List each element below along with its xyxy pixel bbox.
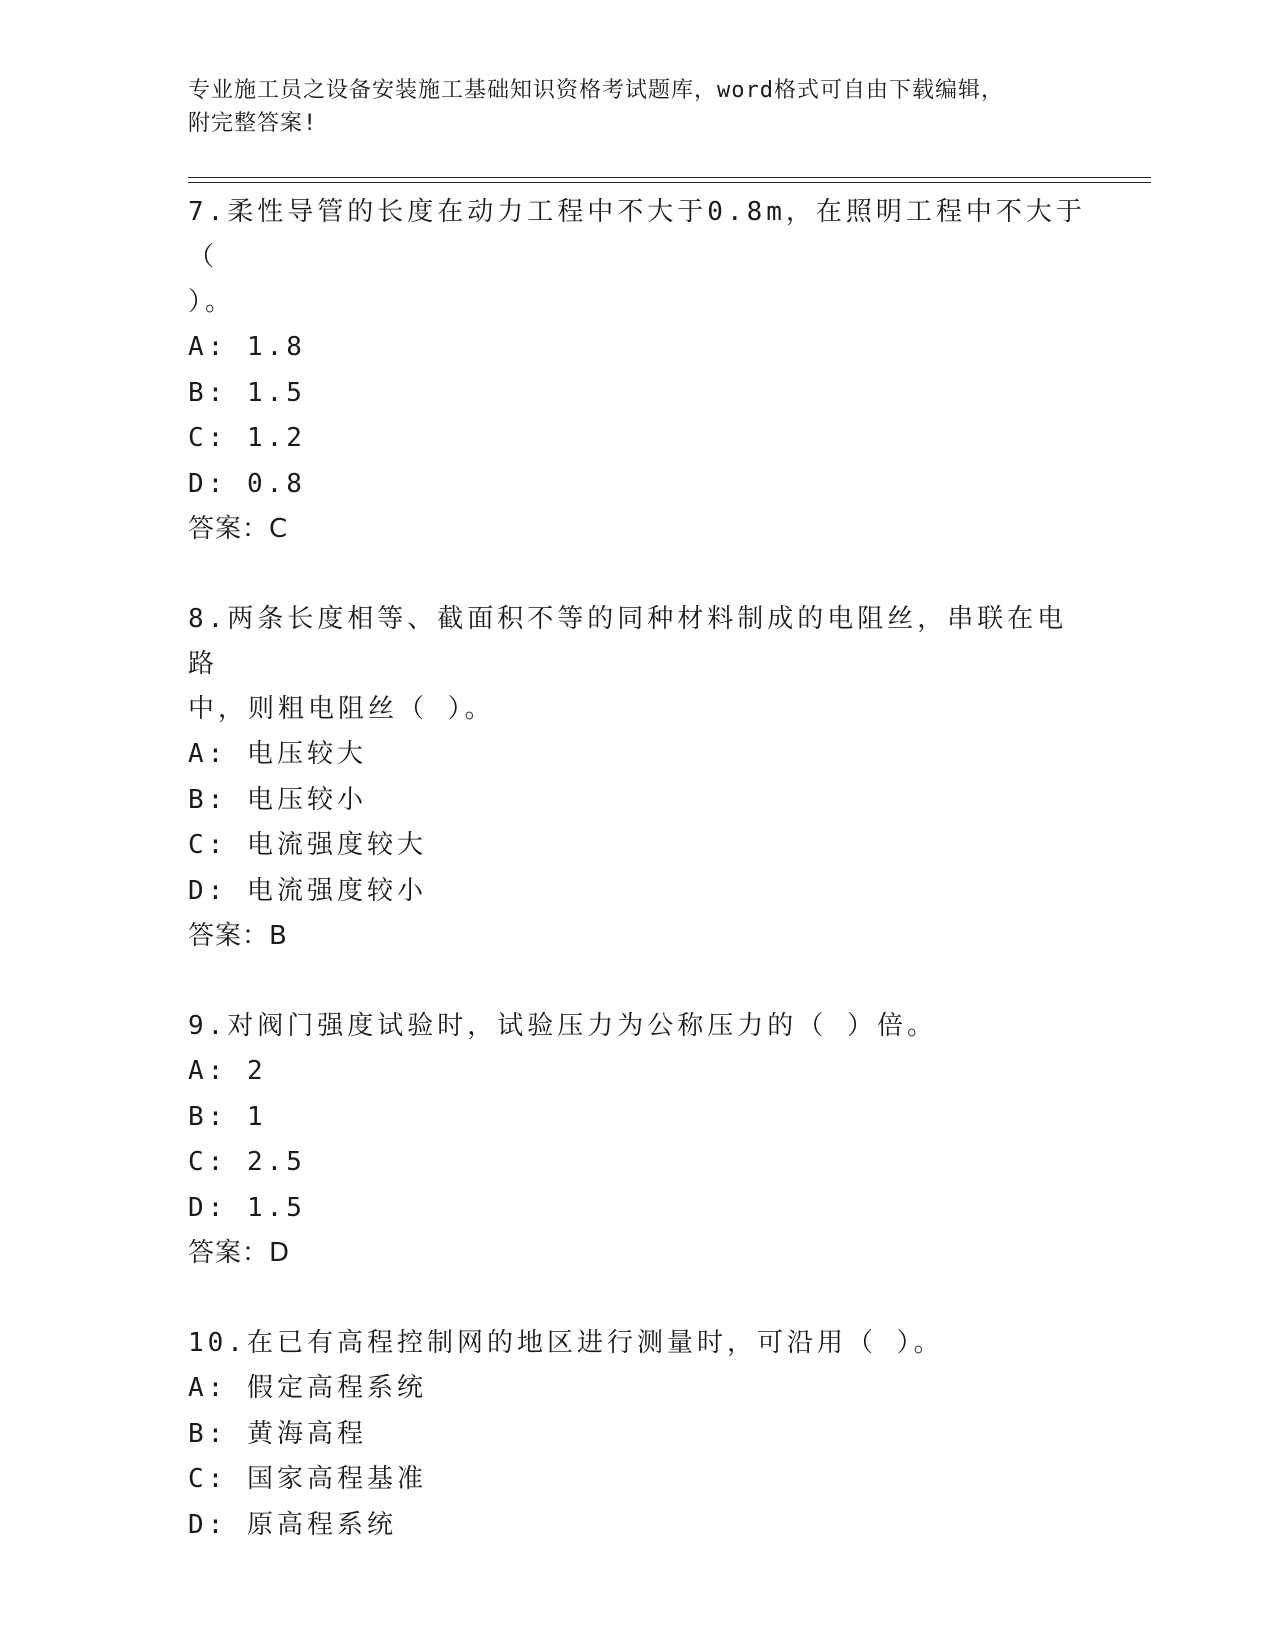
- option-c: C: 电流强度较大: [188, 830, 427, 860]
- option-a: A: 电压较大: [188, 739, 367, 769]
- question-7: [188, 190, 1088, 552]
- option-c: C: 国家高程基准: [188, 1464, 427, 1494]
- option-d: D: 1.5: [188, 1192, 306, 1223]
- question-list: [188, 190, 1088, 1593]
- option-c: C: 1.2: [188, 423, 306, 453]
- option-d: D: 0.8: [188, 468, 306, 499]
- option-a: A: 1.8: [188, 332, 306, 362]
- header-line-1: 专业施工员之设备安装施工基础知识资格考试题库，word格式可自由下载编辑，: [188, 78, 1004, 103]
- option-a: A: 假定高程系统: [188, 1373, 427, 1403]
- option-a: A: 2: [188, 1056, 267, 1086]
- option-b: B: 电压较小: [188, 784, 367, 815]
- answer: 答案：C: [188, 514, 289, 544]
- question-text: 7.柔性导管的长度在动力工程中不大于0.8m，在照明工程中不大于（: [188, 197, 1086, 272]
- header-divider-top: [188, 177, 1151, 178]
- header-line-2: 附完整答案!: [188, 111, 318, 136]
- option-b: B: 1.5: [188, 377, 306, 408]
- question-text: 8.两条长度相等、截面积不等的同种材料制成的电阻丝，串联在电路: [188, 604, 1068, 679]
- question-text-continued: ）。: [188, 287, 236, 317]
- header-divider-bottom: [188, 182, 1151, 183]
- option-b: B: 1: [188, 1101, 267, 1132]
- document-header: [188, 74, 1088, 140]
- question-8: [188, 597, 1088, 959]
- question-9: [188, 1004, 1088, 1276]
- question-text-continued: 中，则粗电阻丝（ ）。: [188, 694, 495, 724]
- option-c: C: 2.5: [188, 1147, 306, 1177]
- option-d: D: 原高程系统: [188, 1509, 397, 1540]
- question-text: 9.对阀门强度试验时，试验压力为公称压力的（ ）倍。: [188, 1011, 937, 1041]
- option-b: B: 黄海高程: [188, 1418, 367, 1449]
- answer: 答案：D: [188, 1238, 291, 1268]
- question-10: [188, 1321, 1088, 1548]
- answer: 答案：B: [188, 921, 288, 951]
- option-d: D: 电流强度较小: [188, 875, 427, 906]
- question-text: 10.在已有高程控制网的地区进行测量时，可沿用（ ）。: [188, 1328, 944, 1358]
